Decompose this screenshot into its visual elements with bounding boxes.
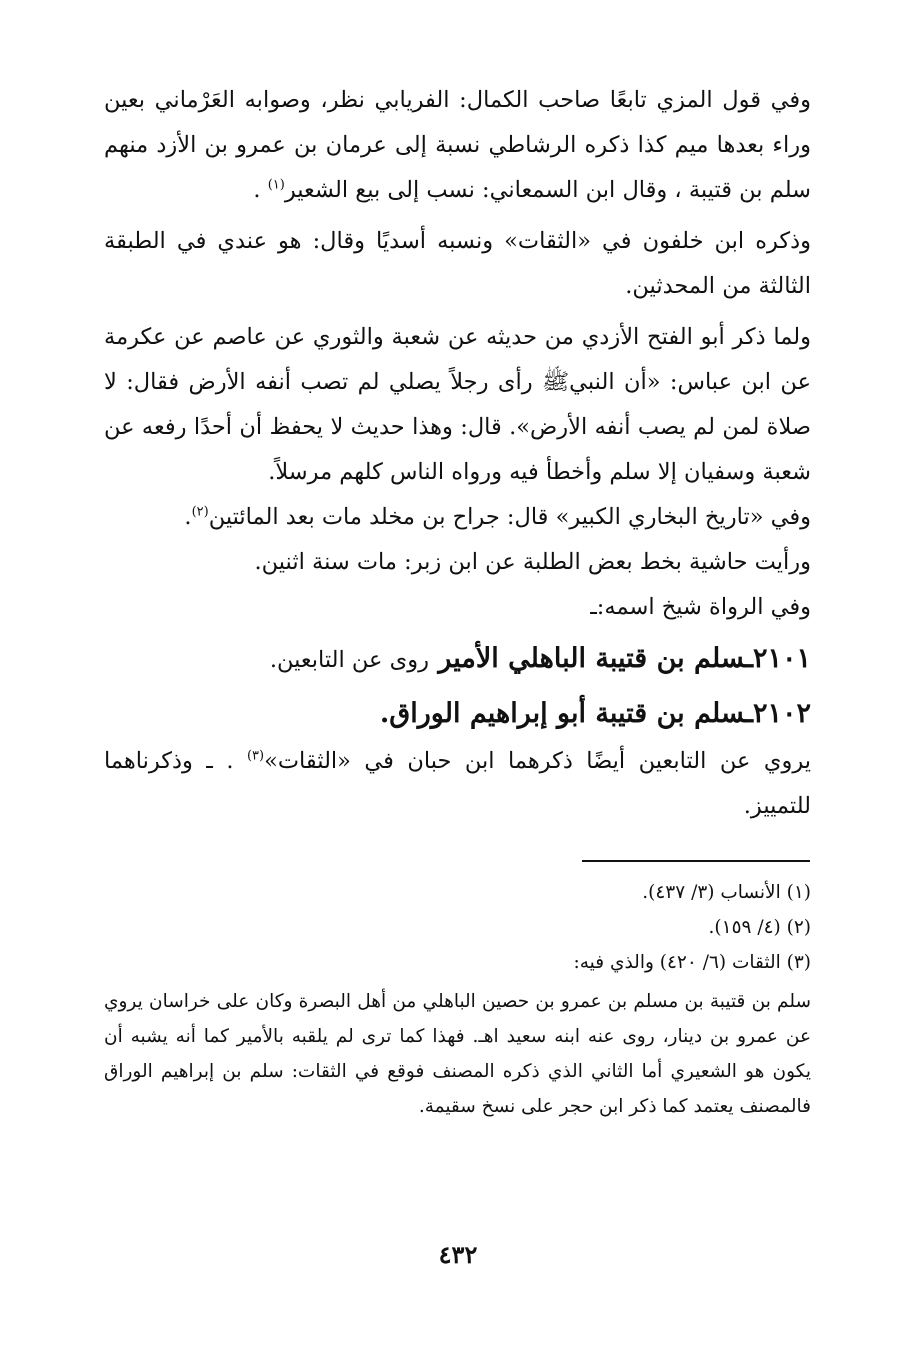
paragraph-ibn-hibban: [104, 739, 811, 829]
entry-description: روى عن التابعين.: [269, 647, 429, 673]
entry-2101: [104, 634, 811, 685]
footnote-3-quote: سلم بن قتيبة بن مسلم بن عمرو بن حصين الباهلي من أهل البصرة وكان على خراسان يروي عن عمرو بن دينار، روى عنه ابنه سعيد اهـ. فهذا كما ترى لم يلقبه بالأمير كما أنه يشبه أن يكون هو الشعيري أما الثاني الذي ذكره المصنف فوقع في الثقات: سلم بن إبراهيم الوراق فالمصنف يعتمد كما ذكر ابن حجر على نسخ سقيمة.: [104, 991, 811, 1117]
paragraph-hashiya: ورأيت حاشية بخط بعض الطلبة عن ابن زبر: مات سنة اثنين.: [254, 549, 811, 575]
footnotes: [104, 875, 811, 1124]
paragraph-text: يروي عن التابعين أيضًا ذكرهما ابن حبان في «الثقات»: [264, 748, 811, 774]
footnote-ref-2: (٢): [191, 504, 209, 520]
paragraph-end: .: [253, 177, 268, 203]
entry-name: سلم بن قتيبة الباهلي الأمير: [438, 643, 746, 674]
footnote-ref-1: (١): [267, 177, 285, 193]
paragraph-mizzi-note: [104, 78, 811, 213]
entry-2102: [104, 689, 811, 739]
entry-number: ٢١٠١ـ: [745, 643, 811, 674]
page-number: ٤٣٢: [438, 1240, 478, 1269]
paragraph-ruwat: وفي الرواة شيخ اسمه:ـ: [590, 594, 811, 620]
paragraph-end: . ـ وذكرناهما للتمييز.: [104, 748, 811, 819]
footnote-divider: [582, 860, 810, 862]
footnote-2: (٢) (٤/ ١٥٩).: [708, 917, 811, 938]
paragraph-text: وفي قول المزي تابعًا صاحب الكمال: الفريابي نظر، وصوابه العَرْماني بعين وراء بعدها ميم كذا ذكره الرشاطي نسبة إلى عرمان بن عمرو بن الأزد منهم سلم بن قتيبة ، وقال ابن السمعاني: نسب إلى بيع الشعير: [104, 87, 811, 203]
footnote-ref-3: (٣): [246, 748, 265, 764]
main-text: [104, 78, 811, 829]
entry-name: سلم بن قتيبة أبو إبراهيم الوراق.: [379, 698, 746, 729]
paragraph-end: .: [184, 504, 192, 530]
footnote-3: (٣) الثقات (٦/ ٤٢٠) والذي فيه:: [573, 952, 811, 973]
paragraph-azdi-hadith: ولما ذكر أبو الفتح الأزدي من حديثه عن شعبة والثوري عن عاصم عن عكرمة عن ابن عباس: «أن النبيﷺ رأى رجلاً يصلي لم تصب أنفه الأرض فقال: لا صلاة لمن لم يصب أنفه الأرض». قال: وهذا حديث لا يحفظ أن أحدًا رفعه عن شعبة وسفيان إلا سلم وأخطأ فيه ورواه الناس كلهم مرسلاً.: [104, 324, 811, 485]
entry-number: ٢١٠٢ـ: [745, 698, 811, 729]
paragraph-text: وفي «تاريخ البخاري الكبير» قال: جراح بن مخلد مات بعد المائتين: [208, 504, 811, 530]
footnote-1: (١) الأنساب (٣/ ٤٣٧).: [642, 882, 811, 903]
paragraph-bukhari-tarikh: [104, 495, 811, 540]
paragraph-ibn-khalfun: وذكره ابن خلفون في «الثقات» ونسبه أسديًا وقال: هو عندي في الطبقة الثالثة من المحدثين.: [104, 228, 811, 299]
